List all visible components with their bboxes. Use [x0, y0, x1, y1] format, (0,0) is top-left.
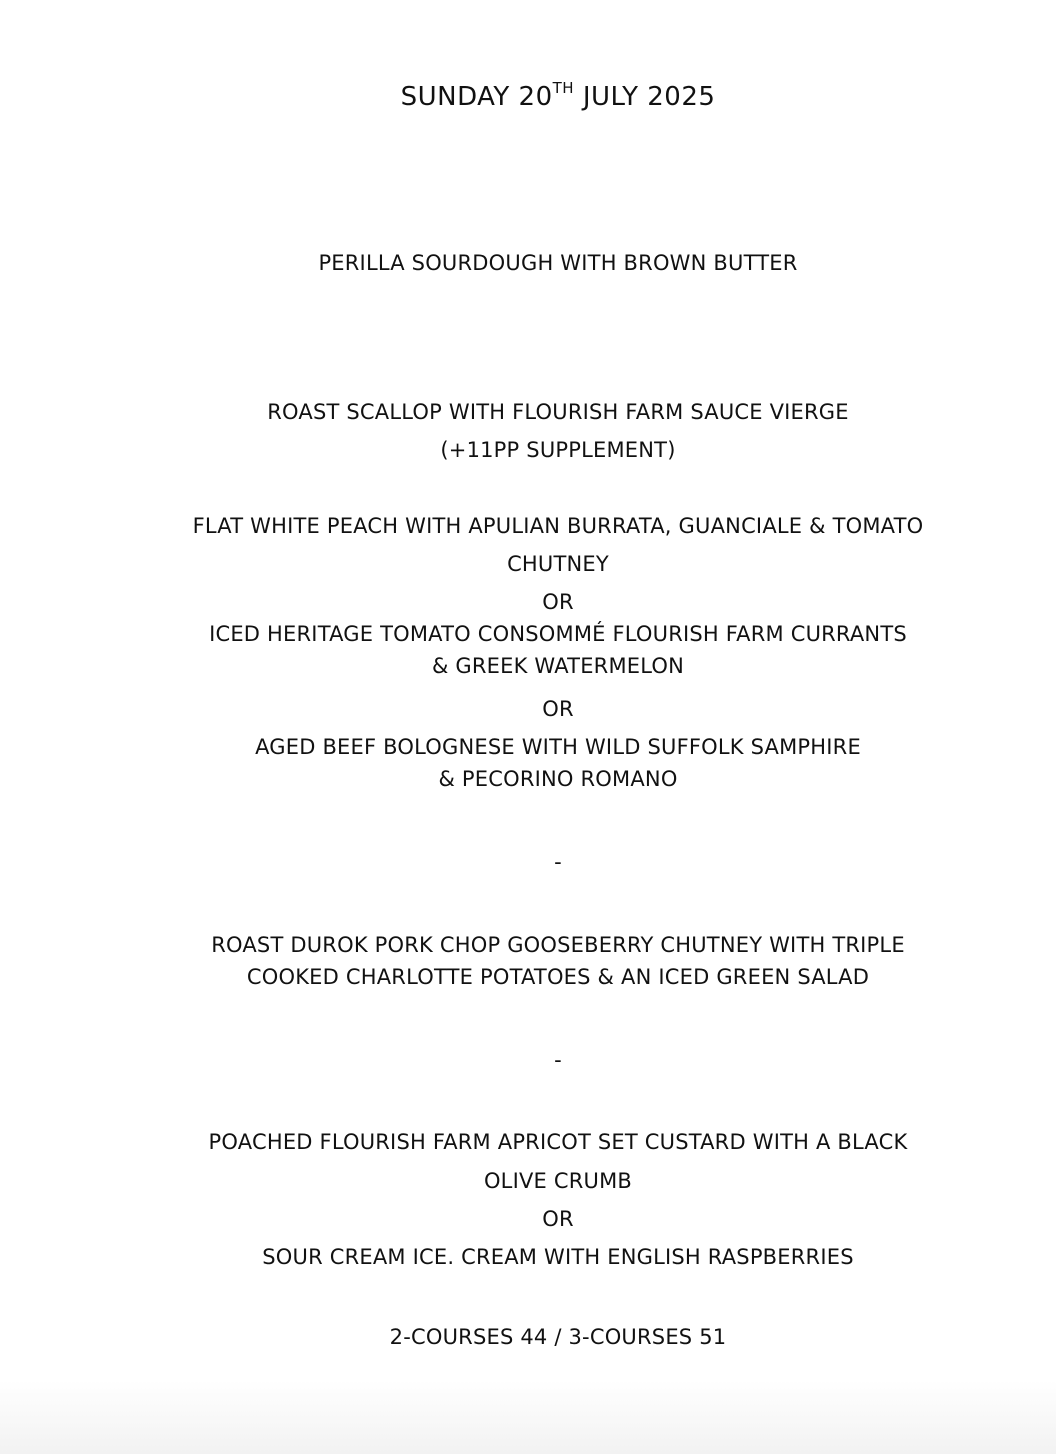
starter-or-2: OR [542, 697, 574, 721]
dessert-or-1: OR [542, 1207, 574, 1231]
course-pricing: 2-COURSES 44 / 3-COURSES 51 [389, 1325, 727, 1349]
starter-1-line1: FLAT WHITE PEACH WITH APULIAN BURRATA, GUANCIALE & TOMATO [192, 514, 924, 538]
starter-or-1: OR [542, 590, 574, 614]
dessert-1-line1: POACHED FLOURISH FARM APRICOT SET CUSTARD WITH A BLACK [208, 1130, 908, 1154]
supplement-item-line1: ROAST SCALLOP WITH FLOURISH FARM SAUCE VIERGE [267, 400, 849, 424]
date-prefix: SUNDAY 20 [400, 82, 553, 112]
date-ordinal-suffix: TH [552, 79, 575, 98]
main-course-line2: COOKED CHARLOTTE POTATOES & AN ICED GREEN SALAD [246, 965, 870, 989]
dessert-2-line1: SOUR CREAM ICE. CREAM WITH ENGLISH RASPBERRIES [262, 1245, 854, 1269]
starter-3-line2: & PECORINO ROMANO [438, 767, 678, 791]
starter-3-line1: AGED BEEF BOLOGNESE WITH WILD SUFFOLK SAMPHIRE [255, 735, 861, 759]
starter-1-line2: CHUTNEY [507, 552, 609, 576]
supplement-item-line2: (+11PP SUPPLEMENT) [440, 438, 676, 462]
date-rest: JULY 2025 [574, 82, 716, 112]
bread-item: PERILLA SOURDOUGH WITH BROWN BUTTER [318, 251, 798, 275]
course-separator-2: - [554, 1048, 562, 1072]
dessert-1-line2: OLIVE CRUMB [483, 1169, 633, 1193]
course-separator-1: - [554, 850, 562, 874]
menu-date [60, 79, 1056, 112]
main-course-line1: ROAST DUROK PORK CHOP GOOSEBERRY CHUTNEY WITH TRIPLE [211, 933, 905, 957]
starter-2-line1: ICED HERITAGE TOMATO CONSOMMÉ FLOURISH FARM CURRANTS [209, 622, 907, 646]
starter-2-line2: & GREEK WATERMELON [431, 654, 685, 678]
